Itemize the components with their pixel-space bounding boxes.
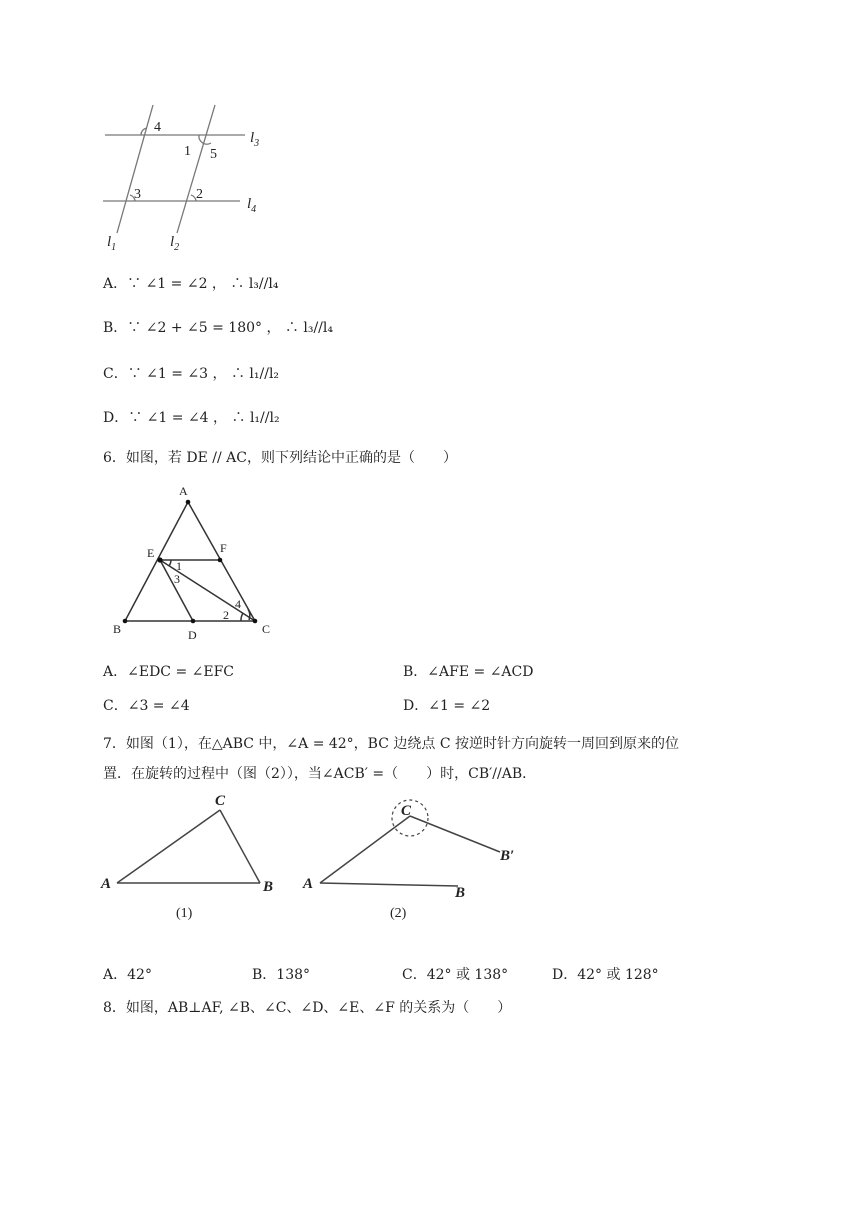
point-B: B — [113, 622, 122, 636]
q6-triangle-figure — [105, 480, 285, 640]
point-C: C — [215, 793, 226, 809]
point-F: F — [220, 541, 227, 555]
svg-text:l3: $l_3$ — [250, 130, 260, 149]
q7-option-b: B．138° — [252, 967, 311, 983]
point-B: B — [455, 885, 466, 901]
angle-label-1: 1 — [184, 144, 191, 159]
q7-stem-line2: 置．在旋转的过程中（图（2）），当∠ACB′ =（ ）时，CB′//AB． — [103, 766, 537, 782]
point-A: A — [303, 876, 314, 892]
q7-option-c: C．42° 或 138° — [402, 967, 509, 983]
point-D: D — [188, 628, 197, 640]
point-C: C — [262, 622, 271, 636]
parallel-lines-figure — [95, 95, 285, 260]
line-label-l1: l — [107, 234, 112, 250]
svg-text:l4: $l_4$ — [247, 196, 257, 215]
svg-text:l2: $l_2$ — [170, 234, 180, 253]
q5-option-c: C．∵ ∠1 = ∠3 ， ∴ l₁//l₂ — [103, 366, 280, 382]
q6-stem: 6．如图，若 DE // AC，则下列结论中正确的是（ ） — [103, 450, 457, 466]
line-label-l2: l — [170, 234, 175, 250]
point-C: C — [401, 803, 412, 819]
q7-figure-2 — [300, 790, 540, 930]
q7-figure-1 — [95, 790, 295, 930]
q5-option-b: B．∵ ∠2 + ∠5 = 180° ， ∴ l₃//l₄ — [103, 320, 333, 336]
point-E: E — [147, 546, 155, 560]
point-B: B — [263, 879, 274, 895]
q6-option-d: D．∠1 = ∠2 — [403, 698, 491, 714]
figure-caption-1: (1) — [176, 906, 193, 921]
q5-option-d: D．∵ ∠1 = ∠4 ， ∴ l₁//l₂ — [103, 410, 280, 426]
angle-label-2: 2 — [223, 608, 229, 622]
line-label-l4: l — [247, 196, 252, 212]
angle-label-3: 3 — [174, 572, 180, 586]
svg-text:l1: $l_1$ — [107, 234, 117, 253]
point-A: A — [179, 484, 188, 498]
q6-option-a: A．∠EDC = ∠EFC — [103, 664, 235, 680]
q7-option-a: A．42° — [103, 967, 152, 983]
q7-option-d: D．42° 或 128° — [552, 967, 659, 983]
angle-label-3: 3 — [134, 187, 141, 202]
figure-caption-2: (2) — [390, 906, 407, 921]
line-label-l3: l — [250, 130, 255, 146]
angle-label-1: 1 — [176, 559, 182, 573]
q8-stem: 8．如图，AB⊥AF, ∠B、∠C、∠D、∠E、∠F 的关系为（ ） — [103, 1000, 512, 1016]
q6-option-c: C．∠3 = ∠4 — [103, 698, 190, 714]
angle-label-4: 4 — [235, 597, 241, 611]
angle-label-2: 2 — [196, 187, 203, 202]
q7-stem-line1: 7．如图（1），在△ABC 中，∠A = 42°，BC 边绕点 C 按逆时针方向旋转一周回到原来的位 — [103, 736, 680, 752]
point-B-prime: B′ — [500, 848, 515, 864]
angle-label-5: 5 — [210, 147, 217, 162]
q5-option-a: A．∵ ∠1 = ∠2 ， ∴ l₃//l₄ — [103, 276, 279, 292]
angle-label-4: 4 — [154, 120, 161, 135]
point-A: A — [101, 876, 112, 892]
q6-option-b: B．∠AFE = ∠ACD — [403, 664, 534, 680]
